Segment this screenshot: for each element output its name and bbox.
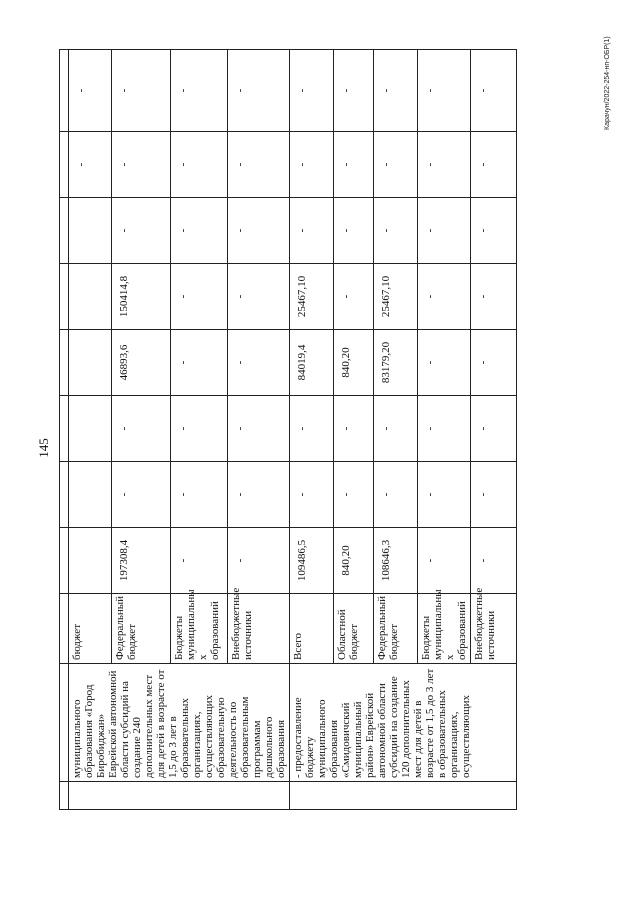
value-cell: - [228, 50, 290, 132]
value-cell: - [418, 330, 471, 396]
value-cell: 840,20 [334, 330, 374, 396]
row-index-cell [69, 782, 290, 810]
table-row [60, 50, 69, 810]
value-cell: - [471, 132, 517, 198]
value-cell: - [290, 198, 334, 264]
value-cell: 25467,10 [374, 264, 418, 330]
value-cell [60, 132, 69, 198]
value-cell [69, 396, 112, 462]
value-cell [69, 198, 112, 264]
value-cell: - [69, 50, 112, 132]
funding-source-cell: Внебюджетные источники [228, 594, 290, 664]
value-cell: - [171, 528, 228, 594]
value-cell: - [471, 198, 517, 264]
value-cell: - [228, 330, 290, 396]
value-cell: - [290, 462, 334, 528]
value-cell: 46893,6 [111, 330, 171, 396]
funding-source-cell: Бюджеты муниципальны х образований [418, 594, 471, 664]
value-cell: - [111, 462, 171, 528]
value-cell: - [334, 462, 374, 528]
budget-table [59, 49, 517, 810]
row-index-cell [290, 782, 517, 810]
funding-source-cell: Внебюджетные источники [471, 594, 517, 664]
value-cell: - [334, 132, 374, 198]
value-cell: - [290, 50, 334, 132]
value-cell: - [471, 330, 517, 396]
value-cell [69, 330, 112, 396]
value-cell: 25467,10 [290, 264, 334, 330]
value-cell [69, 462, 112, 528]
funding-source-cell: Федеральный бюджет [111, 594, 171, 664]
value-cell: - [374, 198, 418, 264]
value-cell: - [471, 396, 517, 462]
value-cell: - [471, 528, 517, 594]
funding-source-cell: бюджет [69, 594, 112, 664]
value-cell: - [228, 396, 290, 462]
value-cell: - [418, 396, 471, 462]
funding-source-cell: Федеральный бюджет [374, 594, 418, 664]
description-cell [60, 664, 69, 782]
value-cell: - [418, 264, 471, 330]
value-cell [60, 198, 69, 264]
value-cell: 84019,4 [290, 330, 334, 396]
funding-source-cell: Бюджеты муниципальны х образований [171, 594, 228, 664]
value-cell: - [228, 132, 290, 198]
value-cell: - [228, 264, 290, 330]
value-cell: - [171, 264, 228, 330]
value-cell: - [334, 396, 374, 462]
value-cell: - [171, 132, 228, 198]
value-cell: - [374, 396, 418, 462]
value-cell [60, 528, 69, 594]
value-cell: - [334, 198, 374, 264]
value-cell [60, 50, 69, 132]
value-cell: - [69, 132, 112, 198]
value-cell: - [374, 462, 418, 528]
value-cell: - [471, 462, 517, 528]
value-cell: 108646,3 [374, 528, 418, 594]
value-cell: - [228, 462, 290, 528]
value-cell: - [334, 264, 374, 330]
document-stamp: Карачун/2022-254-нп-ОБР(1) [604, 36, 611, 130]
value-cell: - [111, 50, 171, 132]
value-cell: - [171, 462, 228, 528]
value-cell: 150414,8 [111, 264, 171, 330]
funding-source-cell: Областной бюджет [334, 594, 374, 664]
value-cell: - [418, 50, 471, 132]
value-cell: - [418, 462, 471, 528]
row-index-cell [60, 782, 69, 810]
value-cell: 840,20 [334, 528, 374, 594]
value-cell: - [111, 396, 171, 462]
value-cell [69, 264, 112, 330]
value-cell: - [228, 528, 290, 594]
value-cell: - [171, 330, 228, 396]
value-cell: - [290, 132, 334, 198]
value-cell: - [334, 50, 374, 132]
table-row [290, 50, 334, 810]
value-cell: 197308,4 [111, 528, 171, 594]
value-cell: 83179,20 [374, 330, 418, 396]
value-cell: - [171, 198, 228, 264]
value-cell: - [418, 198, 471, 264]
value-cell: - [171, 50, 228, 132]
funding-source-cell [60, 594, 69, 664]
value-cell: - [418, 528, 471, 594]
description-cell: - предоставление бюджету муниципального образования «Смидовичский муниципальный район» Еврейской автономной области субсидий на создание 120 дополнительных мест для детей в возрасте от 1,5 до 3 лет в образовательных организациях, осуществляющих [290, 664, 517, 782]
value-cell: - [374, 132, 418, 198]
funding-source-cell: Всего [290, 594, 334, 664]
value-cell: - [471, 50, 517, 132]
description-cell: муниципального образования «Город Биробиджан» Еврейской автономной области субсидий на создание 240 дополнительных мест для детей в возрасте от 1,5 до 3 лет в образовательных организациях, осуществляющих образовательную деятельность по образовательным программам дошкольного образования [69, 664, 290, 782]
value-cell [60, 396, 69, 462]
value-cell: 109486,5 [290, 528, 334, 594]
value-cell [60, 330, 69, 396]
value-cell: - [374, 50, 418, 132]
value-cell [69, 528, 112, 594]
value-cell: - [290, 396, 334, 462]
value-cell: - [171, 396, 228, 462]
value-cell: - [418, 132, 471, 198]
value-cell: - [471, 264, 517, 330]
value-cell [60, 462, 69, 528]
value-cell [60, 264, 69, 330]
table-row [69, 50, 112, 810]
page-number: 145 [35, 438, 51, 458]
value-cell: - [111, 132, 171, 198]
value-cell: - [111, 198, 171, 264]
value-cell: - [228, 198, 290, 264]
rotated-table-container [59, 50, 515, 810]
